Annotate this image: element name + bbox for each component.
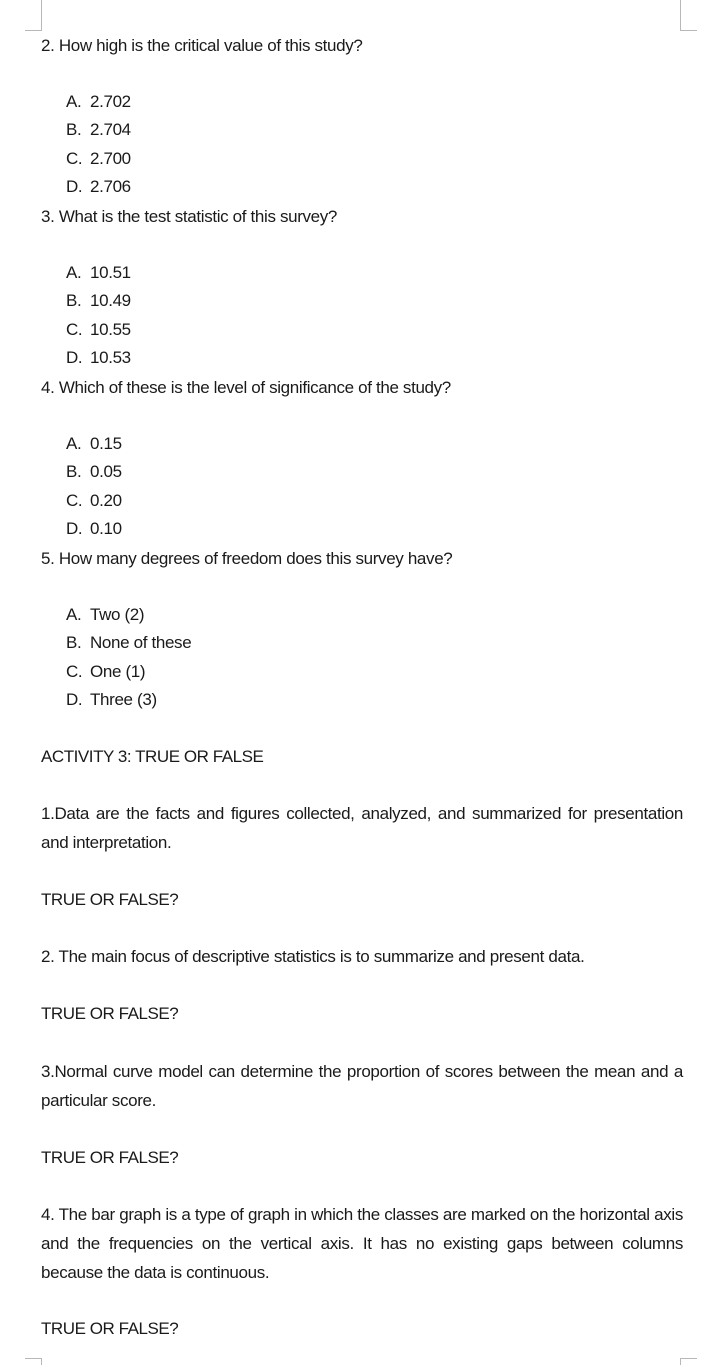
question-5: 5. How many degrees of freedom does this survey have? [41,549,453,568]
question-2: 2. How high is the critical value of this study? [41,36,363,55]
question-4-option-a: A. 0.15 [66,434,122,453]
true-false-statement-3: 3.Normal curve model can determine the proportion of scores between the mean and a particular score. [41,1062,683,1110]
true-false-prompt-4: TRUE OR FALSE? [41,1319,179,1338]
question-3-option-c: C. 10.55 [66,320,131,339]
question-2-option-c: C. 2.700 [66,149,131,168]
question-5-option-c: C. One (1) [66,662,146,681]
true-false-statement-4: 4. The bar graph is a type of graph in which the classes are marked on the horizontal axis and the frequencies on the vertical axis. It has no existing gaps between columns because the data is continuous. [41,1205,683,1282]
question-5-option-b: B. None of these [66,633,192,652]
question-4-option-b: B. 0.05 [66,462,122,481]
crop-mark-top-right [680,0,697,31]
question-3: 3. What is the test statistic of this survey? [41,207,338,226]
question-3-option-a: A. 10.51 [66,263,131,282]
true-false-prompt-2: TRUE OR FALSE? [41,1004,179,1023]
true-false-statement-1: 1.Data are the facts and figures collected, analyzed, and summarized for presentation and interpretation. [41,804,683,852]
question-3-option-b: B. 10.49 [66,291,131,310]
question-5-option-d: D. Three (3) [66,690,157,709]
crop-mark-top-left [25,0,42,31]
true-false-prompt-3: TRUE OR FALSE? [41,1148,179,1167]
question-4: 4. Which of these is the level of significance of the study? [41,378,451,397]
activity-3-heading: ACTIVITY 3: TRUE OR FALSE [41,747,264,766]
question-3-option-d: D. 10.53 [66,348,131,367]
question-4-option-c: C. 0.20 [66,491,122,510]
question-2-option-a: A. 2.702 [66,92,131,111]
true-false-statement-2: 2. The main focus of descriptive statistics is to summarize and present data. [41,947,585,966]
question-2-option-b: B. 2.704 [66,120,131,139]
question-5-option-a: A. Two (2) [66,605,145,624]
question-2-option-d: D. 2.706 [66,177,131,196]
true-false-prompt-1: TRUE OR FALSE? [41,890,179,909]
question-4-option-d: D. 0.10 [66,519,122,538]
